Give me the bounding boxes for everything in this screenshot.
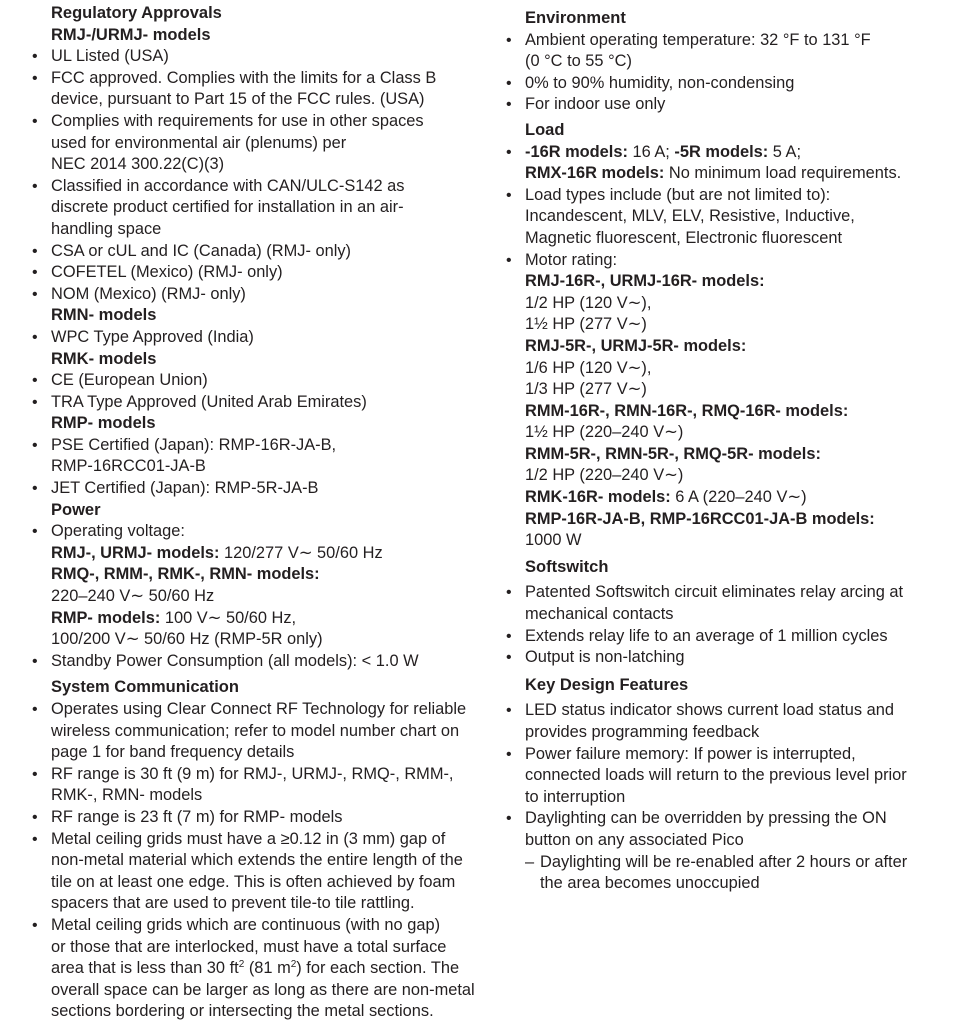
item-line: the area becomes unoccupied xyxy=(540,874,760,893)
rmj-list xyxy=(26,46,506,305)
item-line: Daylighting can be overridden by pressing the ON xyxy=(525,809,887,828)
item-line: handling space xyxy=(51,219,162,238)
syscomm-heading: System Communication xyxy=(51,678,239,697)
list-item xyxy=(26,807,506,829)
list-item xyxy=(500,94,950,116)
item-line: 1/2 HP (120 V∼), xyxy=(525,293,652,312)
environment-heading: Environment xyxy=(525,9,626,27)
item-line: Ambient operating temperature: 32 °F to 131 °F xyxy=(525,30,871,49)
item-line: PSE Certified (Japan): RMP-16R-JA-B, xyxy=(51,435,337,454)
bullet-icon: • xyxy=(32,765,38,783)
list-item xyxy=(500,647,950,669)
bullet-icon: • xyxy=(506,584,512,602)
bullet-icon: • xyxy=(506,143,512,161)
regulatory-heading: Regulatory Approvals xyxy=(51,4,222,22)
item-line: 1/2 HP (220–240 V∼) xyxy=(525,466,684,485)
item-line: Incandescent, MLV, ELV, Resistive, Inductive, xyxy=(525,207,855,226)
voltage-rmp-value: 100 V∼ 50/60 Hz, xyxy=(160,608,297,627)
item-line: Output is non-latching xyxy=(525,648,685,667)
bullet-icon: • xyxy=(506,649,512,667)
list-item xyxy=(26,651,506,673)
item-line: WPC Type Approved (India) xyxy=(51,327,254,346)
item-line: Metal ceiling grids must have a ≥0.12 in (3 mm) gap of xyxy=(51,829,446,848)
rmp-group-heading: RMP- models xyxy=(51,414,156,433)
item-line: COFETEL (Mexico) (RMJ- only) xyxy=(51,263,283,282)
item-line: Patented Softswitch circuit eliminates relay arcing at xyxy=(525,583,904,602)
list-item xyxy=(26,764,506,807)
list-item xyxy=(26,370,506,392)
rmn-group-heading: RMN- models xyxy=(51,306,157,325)
text-span: area that is less than 30 ft xyxy=(51,959,239,978)
bullet-icon: • xyxy=(506,810,512,828)
motor-group-label: RMM-5R-, RMN-5R-, RMQ-5R- models: xyxy=(525,444,821,463)
item-line: Daylighting will be re-enabled after 2 hours or after xyxy=(540,852,908,871)
load-5r-value: 5 A; xyxy=(768,142,802,161)
bullet-icon: • xyxy=(506,96,512,114)
bullet-icon: • xyxy=(506,745,512,763)
item-line xyxy=(525,163,950,185)
item-line: RMP-16RCC01-JA-B xyxy=(51,457,206,476)
item-line: wireless communication; refer to model number chart on xyxy=(51,721,460,740)
motor-group-label: RMJ-5R-, URMJ-5R- models: xyxy=(525,336,747,355)
item-line: RMK-, RMN- models xyxy=(51,786,203,805)
item-line: provides programming feedback xyxy=(525,723,760,741)
voltage-rmq-label: RMQ-, RMM-, RMK-, RMN- models: xyxy=(51,565,320,584)
dash-icon: – xyxy=(525,852,535,871)
bullet-icon: • xyxy=(32,916,38,934)
voltage-rmj-value: 120/277 V∼ 50/60 Hz xyxy=(219,543,383,562)
item-line: RF range is 30 ft (9 m) for RMJ-, URMJ-, RMQ-, RMM-, xyxy=(51,764,454,783)
item-line: UL Listed (USA) xyxy=(51,47,169,66)
superscript: 2 xyxy=(238,959,245,971)
motor-group-label: RMM-16R-, RMN-16R-, RMQ-16R- models: xyxy=(525,401,849,420)
load-16r-label: -16R models: xyxy=(525,142,628,161)
text-span: ) for each section. The xyxy=(296,959,460,978)
item-line: connected loads will return to the previous level prior xyxy=(525,766,907,785)
bullet-icon: • xyxy=(506,31,512,49)
rmj-group-heading: RMJ-/URMJ- models xyxy=(51,25,211,44)
text-span: (81 m xyxy=(244,959,291,978)
bullet-icon: • xyxy=(32,808,38,826)
motor-group-label: RMJ-16R-, URMJ-16R- models: xyxy=(525,272,765,291)
item-line: page 1 for band frequency details xyxy=(51,743,295,762)
item-line: Metal ceiling grids which are continuous (with no gap) xyxy=(51,915,441,934)
item-line: (0 °C to 55 °C) xyxy=(525,52,632,71)
bullet-icon: • xyxy=(506,74,512,92)
item-line: CSA or cUL and IC (Canada) (RMJ- only) xyxy=(51,241,351,260)
item-line xyxy=(525,487,950,509)
item-line: discrete product certified for installation in an air- xyxy=(51,198,404,217)
item-line: Operates using Clear Connect RF Technology for reliable xyxy=(51,700,467,718)
item-line: Load types include (but are not limited to): xyxy=(525,185,831,204)
rmk-group-heading: RMK- models xyxy=(51,349,157,368)
item-line: Extends relay life to an average of 1 million cycles xyxy=(525,626,888,645)
right-column xyxy=(500,8,950,895)
list-item xyxy=(500,582,950,625)
dash-item xyxy=(500,852,950,895)
bullet-icon: • xyxy=(32,48,38,66)
item-line: Complies with requirements for use in other spaces xyxy=(51,111,424,130)
list-item xyxy=(26,241,506,263)
left-column xyxy=(26,3,506,1023)
bullet-icon: • xyxy=(32,523,38,541)
list-item xyxy=(500,626,950,648)
item-line: LED status indicator shows current load status and xyxy=(525,701,894,720)
item-line: JET Certified (Japan): RMP-5R-JA-B xyxy=(51,479,319,498)
keydesign-list xyxy=(500,700,950,851)
item-line: mechanical contacts xyxy=(525,605,674,624)
load-heading: Load xyxy=(525,120,565,139)
item-line: or those that are interlocked, must have a total surface xyxy=(51,937,447,956)
list-item xyxy=(26,521,506,543)
list-item xyxy=(26,176,506,241)
bullet-icon: • xyxy=(32,393,38,411)
keydesign-heading: Key Design Features xyxy=(525,675,689,694)
item-line: 1000 W xyxy=(525,531,582,550)
list-item xyxy=(500,30,950,73)
syscomm-list xyxy=(26,699,506,915)
list-item xyxy=(26,46,506,68)
bullet-icon: • xyxy=(32,701,38,718)
superscript: 2 xyxy=(290,959,297,971)
bullet-icon: • xyxy=(32,372,38,390)
item-line: RF range is 23 ft (7 m) for RMP- models xyxy=(51,807,343,826)
voltage-rmp xyxy=(26,608,506,630)
bullet-icon: • xyxy=(32,177,38,195)
voltage-rmp-label: RMP- models: xyxy=(51,608,161,627)
list-item xyxy=(26,435,506,478)
list-item xyxy=(26,478,506,500)
list-item xyxy=(26,829,506,915)
bullet-icon: • xyxy=(32,436,38,454)
bullet-icon: • xyxy=(32,328,38,346)
standby-text: Standby Power Consumption (all models): < 1.0 W xyxy=(51,651,419,670)
list-item xyxy=(500,185,950,250)
softswitch-list xyxy=(500,582,950,668)
item-line: 1/6 HP (120 V∼), xyxy=(525,358,652,377)
list-item xyxy=(26,284,506,306)
item-line: overall space can be larger as long as there are non-metal xyxy=(51,980,475,999)
load-rmx-label: RMX-16R models: xyxy=(525,164,665,183)
voltage-rmj-label: RMJ-, URMJ- models: xyxy=(51,543,220,562)
item-line: For indoor use only xyxy=(525,95,666,114)
rmn-list xyxy=(26,327,506,349)
item-line: NEC 2014 300.22(C)(3) xyxy=(51,155,225,174)
item-line: Power failure memory: If power is interrupted, xyxy=(525,744,856,763)
bullet-icon: • xyxy=(506,251,512,269)
bullet-icon: • xyxy=(32,652,38,670)
list-item xyxy=(500,700,950,743)
item-line: 1/3 HP (277 V∼) xyxy=(525,380,647,399)
list-item xyxy=(500,73,950,95)
item-line: button on any associated Pico xyxy=(525,830,744,849)
load-5r-label: -5R models: xyxy=(674,142,769,161)
bullet-icon: • xyxy=(32,480,38,498)
voltage-rmq-value: 220–240 V∼ 50/60 Hz xyxy=(51,587,215,606)
list-item xyxy=(26,262,506,284)
load-rmx-value: No minimum load requirements. xyxy=(664,164,902,183)
item-line: TRA Type Approved (United Arab Emirates) xyxy=(51,392,367,411)
bullet-icon: • xyxy=(32,69,38,87)
item-line: 1½ HP (277 V∼) xyxy=(525,315,647,334)
motor-value: 6 A (220–240 V∼) xyxy=(670,488,807,507)
item-line: FCC approved. Complies with the limits for a Class B xyxy=(51,68,437,87)
list-item xyxy=(500,250,950,552)
voltage-label: Operating voltage: xyxy=(51,522,185,541)
rmk-list xyxy=(26,370,506,413)
load-16r-value: 16 A; xyxy=(627,142,675,161)
list-item xyxy=(26,68,506,111)
list-item xyxy=(26,327,506,349)
item-line xyxy=(525,142,950,164)
item-line: device, pursuant to Part 15 of the FCC rules. (USA) xyxy=(51,90,425,109)
list-item xyxy=(500,808,950,851)
item-line: to interruption xyxy=(525,787,626,806)
item-line: tile on at least one edge. This is often achieved by foam xyxy=(51,872,456,891)
rmp-list xyxy=(26,435,506,500)
item-line: NOM (Mexico) (RMJ- only) xyxy=(51,284,246,303)
list-item xyxy=(500,744,950,809)
bullet-icon: • xyxy=(32,112,38,130)
list-item xyxy=(500,142,950,185)
power-heading: Power xyxy=(51,500,101,519)
item-line: sections bordering or intersecting the metal sections. xyxy=(51,1002,434,1021)
environment-list xyxy=(500,30,950,116)
list-item xyxy=(26,915,506,1023)
list-item xyxy=(26,392,506,414)
item-line: Magnetic fluorescent, Electronic fluorescent xyxy=(525,228,843,247)
item-line: 1½ HP (220–240 V∼) xyxy=(525,423,684,442)
item-line: non-metal material which extends the entire length of the xyxy=(51,851,463,870)
bullet-icon: • xyxy=(506,702,512,720)
item-line: 0% to 90% humidity, non-condensing xyxy=(525,73,795,92)
bullet-icon: • xyxy=(506,186,512,204)
voltage-rmj xyxy=(26,543,506,565)
voltage-rmp-value-2: 100/200 V∼ 50/60 Hz (RMP-5R only) xyxy=(51,630,323,649)
item-line: used for environmental air (plenums) per xyxy=(51,133,347,152)
bullet-icon: • xyxy=(32,242,38,260)
bullet-icon: • xyxy=(506,627,512,645)
softswitch-heading: Softswitch xyxy=(525,557,609,576)
list-item xyxy=(26,699,506,764)
item-line: spacers that are used to prevent tile-to tile rattling. xyxy=(51,894,415,913)
motor-label: Motor rating: xyxy=(525,250,618,269)
motor-group-label: RMP-16R-JA-B, RMP-16RCC01-JA-B models: xyxy=(525,509,875,528)
bullet-icon: • xyxy=(32,285,38,303)
list-item xyxy=(26,111,506,176)
motor-group-label: RMK-16R- models: xyxy=(525,488,671,507)
item-line: CE (European Union) xyxy=(51,371,208,390)
bullet-icon: • xyxy=(32,264,38,282)
bullet-icon: • xyxy=(32,830,38,848)
item-line xyxy=(51,958,506,980)
item-line: Classified in accordance with CAN/ULC-S142 as xyxy=(51,176,405,195)
